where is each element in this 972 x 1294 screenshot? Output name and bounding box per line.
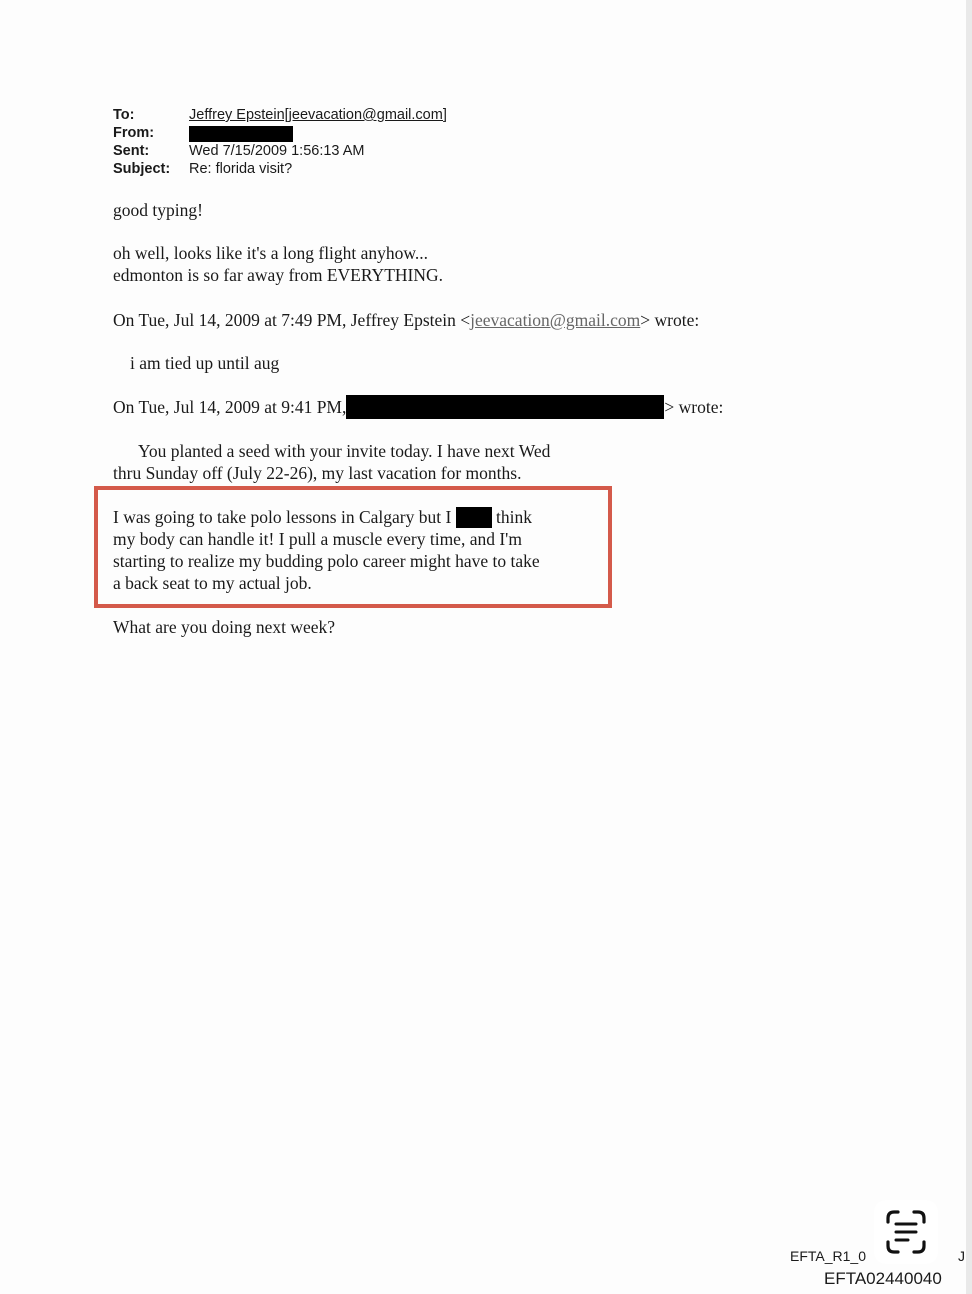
quote-text-1: i am tied up until aug [130,353,280,373]
body-line-1: good typing! [113,200,203,220]
text-scan-button[interactable] [874,1200,938,1264]
para1-line-2: thru Sunday off (July 22-26), my last vacation for months. [113,463,522,483]
subject-label: Subject: [113,161,171,177]
quote-header-2-prefix: On Tue, Jul 14, 2009 at 9:41 PM, [113,397,347,417]
para1-line-1: You planted a seed with your invite today. I have next Wed [138,441,551,461]
para2-line-1-start: I was going to take polo lessons in Calgary but I [113,507,452,527]
para2-line-1-end: think [496,507,533,527]
para2-line-3: starting to realize my budding polo career might have to take [113,551,540,571]
quote-header-1-prefix: On Tue, Jul 14, 2009 at 7:49 PM, Jeffrey Epstein < [113,310,471,330]
to-value: Jeffrey Epstein[jeevacation@gmail.com] [189,107,447,123]
to-label: To: [113,107,135,123]
from-label: From: [113,125,155,141]
to-row [113,106,447,124]
from-value [189,124,293,142]
from-redaction [189,126,293,142]
subject-row [113,160,447,178]
footer-bates-small-id: EFTA_R1_0 [790,1248,866,1264]
quote-header-2 [113,396,723,419]
highlight-box [94,486,612,608]
body-line-2: oh well, looks like it's a long flight anyhow... [113,243,429,263]
quote-header-2-suffix: > wrote: [664,397,724,417]
footer-doc-id: EFTA02440040 [824,1269,942,1288]
footer-bates-small-tail: J [958,1248,965,1264]
sent-row [113,142,447,160]
text-scan-icon [874,1200,938,1264]
quote-header-1 [113,309,699,331]
from-row [113,124,447,142]
sender-redaction [346,395,664,419]
para2-line-2: my body can handle it! I pull a muscle every time, and I'm [113,529,522,549]
quote-header-1-email-link[interactable]: jeevacation@gmail.com [470,310,641,330]
sent-label: Sent: [113,143,150,159]
closing-question: What are you doing next week? [113,617,336,637]
email-header [113,106,447,178]
body-line-3: edmonton is so far away from EVERYTHING. [113,265,444,285]
subject-value: Re: florida visit? [189,161,293,177]
sent-value: Wed 7/15/2009 1:56:13 AM [189,143,365,159]
quote-header-1-suffix: > wrote: [640,310,700,330]
page-edge [966,0,972,1294]
para2-line-4: a back seat to my actual job. [113,573,312,593]
